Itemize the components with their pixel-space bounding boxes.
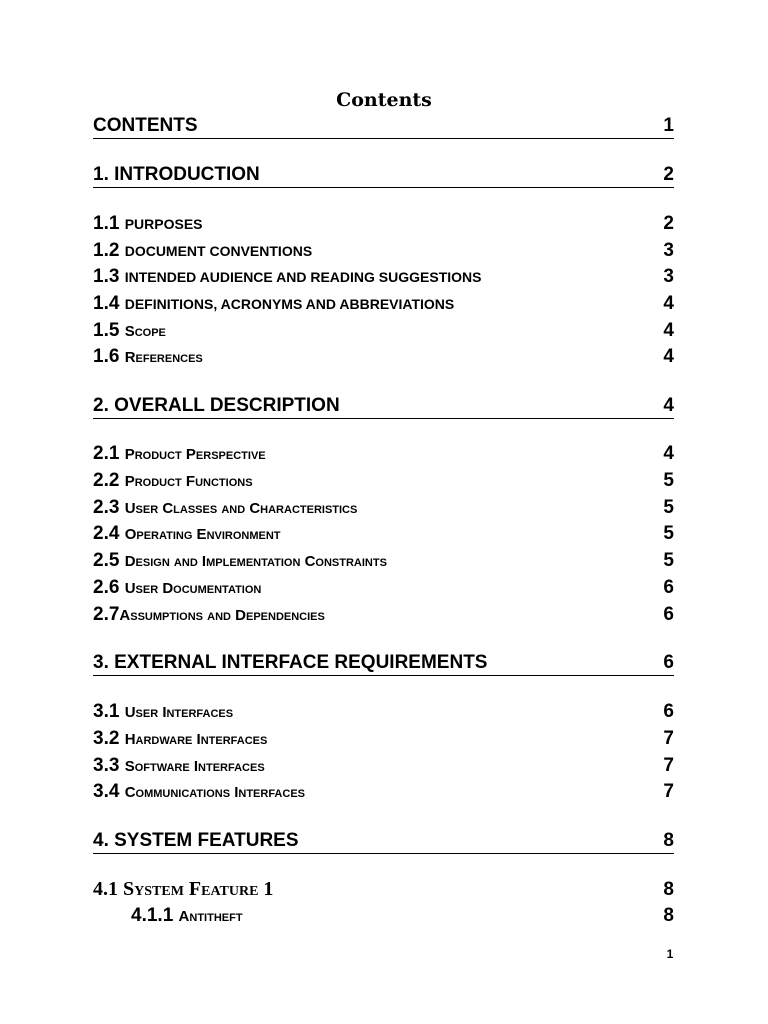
toc-entry-system-features[interactable] bbox=[93, 829, 674, 854]
toc-entry-contents[interactable] bbox=[93, 114, 674, 139]
toc-entry-introduction[interactable] bbox=[93, 163, 674, 188]
toc-entry-text: Software Interfaces bbox=[124, 758, 265, 775]
toc-entry-title bbox=[93, 319, 166, 344]
toc-entry-page: 7 bbox=[663, 781, 674, 802]
toc-entry-number: 3.1 bbox=[93, 701, 125, 722]
toc-entry-number: 2.5 bbox=[93, 550, 125, 571]
toc-entry-page: 5 bbox=[663, 470, 674, 491]
toc-entry-title: 2. OVERALL DESCRIPTION bbox=[93, 395, 340, 416]
toc-entry-page: 4 bbox=[663, 346, 674, 367]
toc-entry-product-perspective[interactable] bbox=[93, 442, 674, 466]
toc-entry-title bbox=[131, 904, 243, 929]
toc-entry-text: Product Perspective bbox=[124, 446, 266, 463]
toc-entry-operating-environment[interactable] bbox=[93, 522, 674, 546]
toc-entry-assumptions[interactable] bbox=[93, 603, 674, 627]
toc-entry-text: System Feature 1 bbox=[123, 878, 274, 900]
toc-entry-hardware-interfaces[interactable] bbox=[93, 727, 674, 751]
toc-entry-text: User Interfaces bbox=[124, 704, 234, 721]
toc-entry-intended-audience[interactable] bbox=[93, 265, 674, 289]
toc-entry-title bbox=[93, 212, 203, 236]
toc-entry-title bbox=[93, 522, 281, 547]
toc-entry-number: 1.3 bbox=[93, 266, 125, 287]
toc-entry-text: Communications Interfaces bbox=[124, 784, 305, 801]
toc-entry-references[interactable] bbox=[93, 345, 674, 369]
toc-entry-title bbox=[93, 442, 266, 467]
toc-entry-title bbox=[93, 496, 357, 521]
toc-entry-page: 8 bbox=[663, 879, 674, 900]
toc-entry-text: Product Functions bbox=[124, 473, 253, 490]
toc-entry-antitheft[interactable] bbox=[131, 904, 674, 928]
toc-entry-title bbox=[93, 603, 325, 628]
toc-entry-page: 2 bbox=[663, 164, 674, 185]
toc-entry-text: PURPOSES bbox=[124, 216, 203, 232]
toc-entry-document-conventions[interactable] bbox=[93, 239, 674, 263]
toc-entry-title bbox=[93, 292, 454, 316]
toc-entry-title: 4. SYSTEM FEATURES bbox=[93, 830, 299, 851]
toc-entry-title bbox=[93, 239, 312, 263]
toc-entry-number: 3.3 bbox=[93, 755, 125, 776]
toc-entry-design-constraints[interactable] bbox=[93, 549, 674, 573]
toc-entry-number: 2.4 bbox=[93, 523, 125, 544]
toc-entry-text: References bbox=[124, 349, 203, 366]
toc-entry-number: 1.4 bbox=[93, 293, 125, 314]
toc-entry-page: 6 bbox=[663, 701, 674, 722]
toc-entry-page: 6 bbox=[663, 604, 674, 625]
toc-entry-title bbox=[93, 780, 305, 805]
toc-entry-text: INTENDED AUDIENCE AND READING SUGGESTIONS bbox=[124, 269, 482, 285]
toc-entry-title bbox=[93, 754, 265, 779]
toc-entry-page: 6 bbox=[663, 652, 674, 673]
toc-entry-page: 4 bbox=[663, 395, 674, 416]
toc-entry-title bbox=[93, 877, 273, 901]
page-number: 1 bbox=[666, 947, 674, 961]
toc-entry-page: 5 bbox=[663, 497, 674, 518]
toc-entry-text: DOCUMENT CONVENTIONS bbox=[124, 243, 313, 259]
toc-entry-number: 2.3 bbox=[93, 497, 125, 518]
toc-entry-system-feature-1[interactable] bbox=[93, 877, 674, 901]
toc-entry-text: DEFINITIONS, ACRONYMS AND ABBREVIATIONS bbox=[124, 296, 455, 312]
toc-entry-scope[interactable] bbox=[93, 319, 674, 343]
page-title: Contents bbox=[336, 89, 432, 111]
toc-entry-page: 5 bbox=[663, 523, 674, 544]
toc-entry-title: CONTENTS bbox=[93, 115, 198, 136]
toc-entry-text: Hardware Interfaces bbox=[124, 731, 268, 748]
toc-entry-title bbox=[93, 700, 233, 725]
toc-entry-communications-interfaces[interactable] bbox=[93, 780, 674, 804]
toc-entry-purposes[interactable] bbox=[93, 212, 674, 236]
toc-entry-title bbox=[93, 549, 387, 574]
toc-entry-title: 1. INTRODUCTION bbox=[93, 164, 260, 185]
toc-entry-number: 1.1 bbox=[93, 213, 125, 234]
toc-entry-page: 2 bbox=[663, 213, 674, 234]
toc-entry-title bbox=[93, 345, 203, 370]
toc-entry-page: 4 bbox=[663, 293, 674, 314]
toc-entry-number: 2.7 bbox=[93, 604, 120, 625]
toc-entry-page: 7 bbox=[663, 755, 674, 776]
toc-entry-product-functions[interactable] bbox=[93, 469, 674, 493]
toc-entry-text: User Documentation bbox=[124, 580, 262, 597]
toc-entry-number: 2.1 bbox=[93, 443, 125, 464]
toc-entry-number: 1.5 bbox=[93, 320, 125, 341]
toc-entry-definitions[interactable] bbox=[93, 292, 674, 316]
toc-entry-text: User Classes and Characteristics bbox=[124, 500, 358, 517]
toc-entry-text: Antitheft bbox=[178, 908, 243, 925]
toc-entry-page: 1 bbox=[663, 115, 674, 136]
toc-entry-page: 5 bbox=[663, 550, 674, 571]
toc-entry-number: 2.2 bbox=[93, 470, 125, 491]
toc-entry-user-interfaces[interactable] bbox=[93, 700, 674, 724]
toc-entry-external-interface[interactable] bbox=[93, 651, 674, 676]
toc-entry-title bbox=[93, 576, 261, 601]
toc-entry-page: 3 bbox=[663, 266, 674, 287]
toc-entry-software-interfaces[interactable] bbox=[93, 754, 674, 778]
toc-entry-text: Assumptions and Dependencies bbox=[119, 607, 325, 624]
toc-entry-title bbox=[93, 727, 267, 752]
toc-entry-page: 4 bbox=[663, 443, 674, 464]
toc-entry-number: 1.2 bbox=[93, 240, 125, 261]
toc-entry-page: 7 bbox=[663, 728, 674, 749]
toc-entry-number: 3.4 bbox=[93, 781, 125, 802]
toc-entry-page: 8 bbox=[663, 905, 674, 926]
toc-entry-user-classes[interactable] bbox=[93, 496, 674, 520]
toc-entry-number: 2.6 bbox=[93, 577, 125, 598]
toc-entry-page: 3 bbox=[663, 240, 674, 261]
toc-entry-overall-description[interactable] bbox=[93, 394, 674, 419]
toc-entry-text: Scope bbox=[124, 323, 166, 340]
toc-entry-title: 3. EXTERNAL INTERFACE REQUIREMENTS bbox=[93, 652, 488, 673]
toc-entry-title bbox=[93, 469, 253, 494]
toc-entry-page: 8 bbox=[663, 830, 674, 851]
toc-entry-page: 4 bbox=[663, 320, 674, 341]
toc-entry-number: 4.1 bbox=[93, 878, 123, 900]
toc-entry-number: 1.6 bbox=[93, 346, 125, 367]
toc-entry-number: 3.2 bbox=[93, 728, 125, 749]
toc-entry-number: 4.1.1 bbox=[131, 905, 179, 926]
toc-entry-user-documentation[interactable] bbox=[93, 576, 674, 600]
toc-entry-text: Design and Implementation Constraints bbox=[124, 553, 387, 570]
toc-entry-text: Operating Environment bbox=[124, 526, 281, 543]
toc-entry-page: 6 bbox=[663, 577, 674, 598]
toc-entry-title bbox=[93, 265, 481, 289]
